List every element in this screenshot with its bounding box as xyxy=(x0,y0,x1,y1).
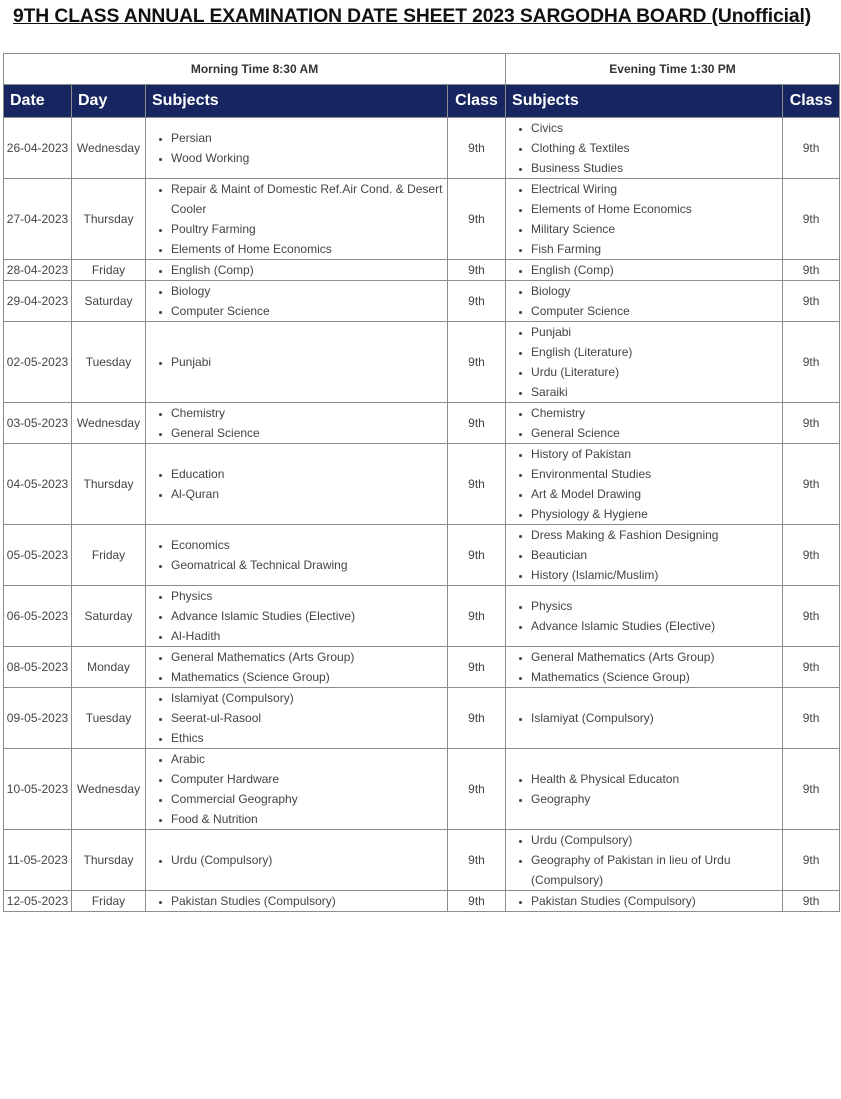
evening-subject-list xyxy=(506,444,782,524)
morning-subject-list xyxy=(146,464,447,504)
session-time-row xyxy=(4,54,840,85)
subject-item: • Education xyxy=(171,464,447,484)
subject-item: • Commercial Geography xyxy=(171,789,447,809)
subject-item: • Advance Islamic Studies (Elective) xyxy=(531,616,782,636)
subject-item: • Advance Islamic Studies (Elective) xyxy=(171,606,447,626)
subject-item: • Punjabi xyxy=(531,322,782,342)
morning-subjects-column-header: Subjects xyxy=(146,85,448,118)
subject-item: • Electrical Wiring xyxy=(531,179,782,199)
exam-date-cell: 29-04-2023 xyxy=(4,281,72,322)
evening-time-label: Evening Time 1:30 PM xyxy=(506,54,840,85)
evening-subjects-cell xyxy=(506,830,783,891)
exam-date-cell: 04-05-2023 xyxy=(4,444,72,525)
evening-class-column-header: Class xyxy=(783,85,840,118)
subject-item: • Geomatrical & Technical Drawing xyxy=(171,555,447,575)
evening-subjects-cell xyxy=(506,647,783,688)
evening-class-cell: 9th xyxy=(783,444,840,525)
table-row xyxy=(4,647,840,688)
subject-item: • English (Literature) xyxy=(531,342,782,362)
evening-subject-list xyxy=(506,830,782,890)
morning-subjects-cell xyxy=(146,260,448,281)
morning-subjects-cell xyxy=(146,281,448,322)
table-row xyxy=(4,281,840,322)
subject-item: • Al-Quran xyxy=(171,484,447,504)
table-row xyxy=(4,586,840,647)
subject-item: • Biology xyxy=(531,281,782,301)
morning-class-cell: 9th xyxy=(448,688,506,749)
exam-date-cell: 09-05-2023 xyxy=(4,688,72,749)
table-row xyxy=(4,525,840,586)
evening-subject-list xyxy=(506,403,782,443)
evening-subjects-column-header: Subjects xyxy=(506,85,783,118)
evening-class-cell: 9th xyxy=(783,647,840,688)
morning-subjects-cell xyxy=(146,179,448,260)
morning-subject-list xyxy=(146,647,447,687)
subject-item: • Saraiki xyxy=(531,382,782,402)
morning-subject-list xyxy=(146,891,447,911)
morning-subject-list xyxy=(146,260,447,280)
exam-day-cell: Monday xyxy=(72,647,146,688)
subject-item: • Food & Nutrition xyxy=(171,809,447,829)
morning-subject-list xyxy=(146,179,447,259)
page-title: 9TH CLASS ANNUAL EXAMINATION DATE SHEET 2023 SARGODHA BOARD (Unofficial) xyxy=(13,6,812,27)
evening-subjects-cell xyxy=(506,322,783,403)
evening-class-cell: 9th xyxy=(783,586,840,647)
subject-item: • Repair & Maint of Domestic Ref.Air Cond. & Desert Cooler xyxy=(171,179,447,219)
subject-item: • Punjabi xyxy=(171,352,447,372)
morning-subject-list xyxy=(146,535,447,575)
subject-item: • Chemistry xyxy=(171,403,447,423)
morning-class-cell: 9th xyxy=(448,444,506,525)
subject-item: • Ethics xyxy=(171,728,447,748)
evening-class-cell: 9th xyxy=(783,281,840,322)
subject-item: • Mathematics (Science Group) xyxy=(531,667,782,687)
evening-subject-list xyxy=(506,260,782,280)
evening-subjects-cell xyxy=(506,403,783,444)
evening-subjects-cell xyxy=(506,444,783,525)
day-column-header: Day xyxy=(72,85,146,118)
exam-date-cell: 11-05-2023 xyxy=(4,830,72,891)
evening-subject-list xyxy=(506,281,782,321)
evening-class-cell: 9th xyxy=(783,891,840,912)
subject-item: • Chemistry xyxy=(531,403,782,423)
subject-item: • Physiology & Hygiene xyxy=(531,504,782,524)
evening-subjects-cell xyxy=(506,260,783,281)
morning-subjects-cell xyxy=(146,118,448,179)
subject-item: • History of Pakistan xyxy=(531,444,782,464)
subject-item: • Dress Making & Fashion Designing xyxy=(531,525,782,545)
subject-item: • Military Science xyxy=(531,219,782,239)
subject-item: • Business Studies xyxy=(531,158,782,178)
table-row xyxy=(4,688,840,749)
evening-class-cell: 9th xyxy=(783,322,840,403)
subject-item: • Elements of Home Economics xyxy=(531,199,782,219)
subject-item: • General Mathematics (Arts Group) xyxy=(171,647,447,667)
subject-item: • Economics xyxy=(171,535,447,555)
morning-subjects-cell xyxy=(146,830,448,891)
exam-day-cell: Tuesday xyxy=(72,688,146,749)
morning-subject-list xyxy=(146,403,447,443)
subject-item: • History (Islamic/Muslim) xyxy=(531,565,782,585)
exam-date-cell: 02-05-2023 xyxy=(4,322,72,403)
morning-class-cell: 9th xyxy=(448,749,506,830)
subject-item: • Geography of Pakistan in lieu of Urdu (Compulsory) xyxy=(531,850,782,890)
subject-item: • Clothing & Textiles xyxy=(531,138,782,158)
evening-subject-list xyxy=(506,708,782,728)
subject-item: • Persian xyxy=(171,128,447,148)
evening-subjects-cell xyxy=(506,688,783,749)
evening-class-cell: 9th xyxy=(783,688,840,749)
table-row xyxy=(4,830,840,891)
table-row xyxy=(4,749,840,830)
morning-class-cell: 9th xyxy=(448,891,506,912)
evening-subject-list xyxy=(506,891,782,911)
subject-item: • Computer Science xyxy=(171,301,447,321)
evening-subjects-cell xyxy=(506,118,783,179)
subject-item: • Computer Science xyxy=(531,301,782,321)
subject-item: • Urdu (Compulsory) xyxy=(171,850,447,870)
evening-class-cell: 9th xyxy=(783,260,840,281)
column-header-row xyxy=(4,85,840,118)
evening-subject-list xyxy=(506,769,782,809)
morning-subjects-cell xyxy=(146,403,448,444)
date-column-header: Date xyxy=(4,85,72,118)
evening-subject-list xyxy=(506,596,782,636)
exam-day-cell: Thursday xyxy=(72,179,146,260)
subject-item: • English (Comp) xyxy=(531,260,782,280)
morning-subject-list xyxy=(146,850,447,870)
table-row xyxy=(4,403,840,444)
table-row xyxy=(4,322,840,403)
morning-subject-list xyxy=(146,749,447,829)
exam-day-cell: Wednesday xyxy=(72,118,146,179)
morning-class-cell: 9th xyxy=(448,830,506,891)
morning-subjects-cell xyxy=(146,749,448,830)
morning-subjects-cell xyxy=(146,322,448,403)
subject-item: • Physics xyxy=(171,586,447,606)
exam-date-cell: 08-05-2023 xyxy=(4,647,72,688)
subject-item: • Art & Model Drawing xyxy=(531,484,782,504)
morning-subjects-cell xyxy=(146,647,448,688)
subject-item: • General Mathematics (Arts Group) xyxy=(531,647,782,667)
subject-item: • Pakistan Studies (Compulsory) xyxy=(531,891,782,911)
subject-item: • Civics xyxy=(531,118,782,138)
evening-class-cell: 9th xyxy=(783,830,840,891)
table-row xyxy=(4,260,840,281)
subject-item: • Arabic xyxy=(171,749,447,769)
morning-time-label: Morning Time 8:30 AM xyxy=(4,54,506,85)
subject-item: • Physics xyxy=(531,596,782,616)
morning-subjects-cell xyxy=(146,586,448,647)
exam-day-cell: Saturday xyxy=(72,281,146,322)
morning-subject-list xyxy=(146,352,447,372)
morning-subject-list xyxy=(146,688,447,748)
evening-subjects-cell xyxy=(506,179,783,260)
morning-subject-list xyxy=(146,128,447,168)
morning-class-cell: 9th xyxy=(448,179,506,260)
table-row xyxy=(4,891,840,912)
evening-subjects-cell xyxy=(506,891,783,912)
exam-date-cell: 26-04-2023 xyxy=(4,118,72,179)
subject-item: • Environmental Studies xyxy=(531,464,782,484)
evening-subject-list xyxy=(506,525,782,585)
morning-class-cell: 9th xyxy=(448,403,506,444)
subject-item: • Islamiyat (Compulsory) xyxy=(531,708,782,728)
evening-subject-list xyxy=(506,179,782,259)
subject-item: • Elements of Home Economics xyxy=(171,239,447,259)
exam-day-cell: Thursday xyxy=(72,830,146,891)
evening-class-cell: 9th xyxy=(783,118,840,179)
schedule-body xyxy=(4,118,840,912)
subject-item: • Islamiyat (Compulsory) xyxy=(171,688,447,708)
morning-class-cell: 9th xyxy=(448,260,506,281)
evening-class-cell: 9th xyxy=(783,525,840,586)
exam-day-cell: Wednesday xyxy=(72,749,146,830)
morning-class-cell: 9th xyxy=(448,647,506,688)
morning-class-cell: 9th xyxy=(448,118,506,179)
table-row xyxy=(4,179,840,260)
table-row xyxy=(4,118,840,179)
morning-subjects-cell xyxy=(146,444,448,525)
exam-date-cell: 06-05-2023 xyxy=(4,586,72,647)
subject-item: • Mathematics (Science Group) xyxy=(171,667,447,687)
subject-item: • Fish Farming xyxy=(531,239,782,259)
subject-item: • Urdu (Literature) xyxy=(531,362,782,382)
subject-item: • Pakistan Studies (Compulsory) xyxy=(171,891,447,911)
morning-subject-list xyxy=(146,281,447,321)
morning-class-column-header: Class xyxy=(448,85,506,118)
morning-class-cell: 9th xyxy=(448,322,506,403)
date-sheet-table xyxy=(3,53,840,912)
exam-day-cell: Friday xyxy=(72,525,146,586)
subject-item: • Beautician xyxy=(531,545,782,565)
evening-class-cell: 9th xyxy=(783,179,840,260)
exam-date-cell: 12-05-2023 xyxy=(4,891,72,912)
evening-class-cell: 9th xyxy=(783,403,840,444)
exam-day-cell: Saturday xyxy=(72,586,146,647)
table-row xyxy=(4,444,840,525)
morning-class-cell: 9th xyxy=(448,586,506,647)
evening-subjects-cell xyxy=(506,281,783,322)
morning-subjects-cell xyxy=(146,891,448,912)
subject-item: • Wood Working xyxy=(171,148,447,168)
exam-date-cell: 10-05-2023 xyxy=(4,749,72,830)
morning-class-cell: 9th xyxy=(448,281,506,322)
exam-date-cell: 03-05-2023 xyxy=(4,403,72,444)
exam-date-cell: 27-04-2023 xyxy=(4,179,72,260)
exam-day-cell: Friday xyxy=(72,260,146,281)
subject-item: • Computer Hardware xyxy=(171,769,447,789)
subject-item: • Health & Physical Educaton xyxy=(531,769,782,789)
subject-item: • Poultry Farming xyxy=(171,219,447,239)
exam-day-cell: Wednesday xyxy=(72,403,146,444)
subject-item: • English (Comp) xyxy=(171,260,447,280)
exam-day-cell: Friday xyxy=(72,891,146,912)
exam-date-cell: 05-05-2023 xyxy=(4,525,72,586)
subject-item: • General Science xyxy=(171,423,447,443)
morning-subjects-cell xyxy=(146,525,448,586)
morning-class-cell: 9th xyxy=(448,525,506,586)
evening-subjects-cell xyxy=(506,525,783,586)
subject-item: • Seerat-ul-Rasool xyxy=(171,708,447,728)
morning-subjects-cell xyxy=(146,688,448,749)
evening-subjects-cell xyxy=(506,586,783,647)
exam-date-cell: 28-04-2023 xyxy=(4,260,72,281)
subject-item: • Geography xyxy=(531,789,782,809)
subject-item: • Biology xyxy=(171,281,447,301)
evening-class-cell: 9th xyxy=(783,749,840,830)
evening-subject-list xyxy=(506,322,782,402)
subject-item: • Urdu (Compulsory) xyxy=(531,830,782,850)
subject-item: • General Science xyxy=(531,423,782,443)
evening-subject-list xyxy=(506,647,782,687)
morning-subject-list xyxy=(146,586,447,646)
exam-day-cell: Thursday xyxy=(72,444,146,525)
evening-subjects-cell xyxy=(506,749,783,830)
subject-item: • Al-Hadith xyxy=(171,626,447,646)
evening-subject-list xyxy=(506,118,782,178)
exam-day-cell: Tuesday xyxy=(72,322,146,403)
